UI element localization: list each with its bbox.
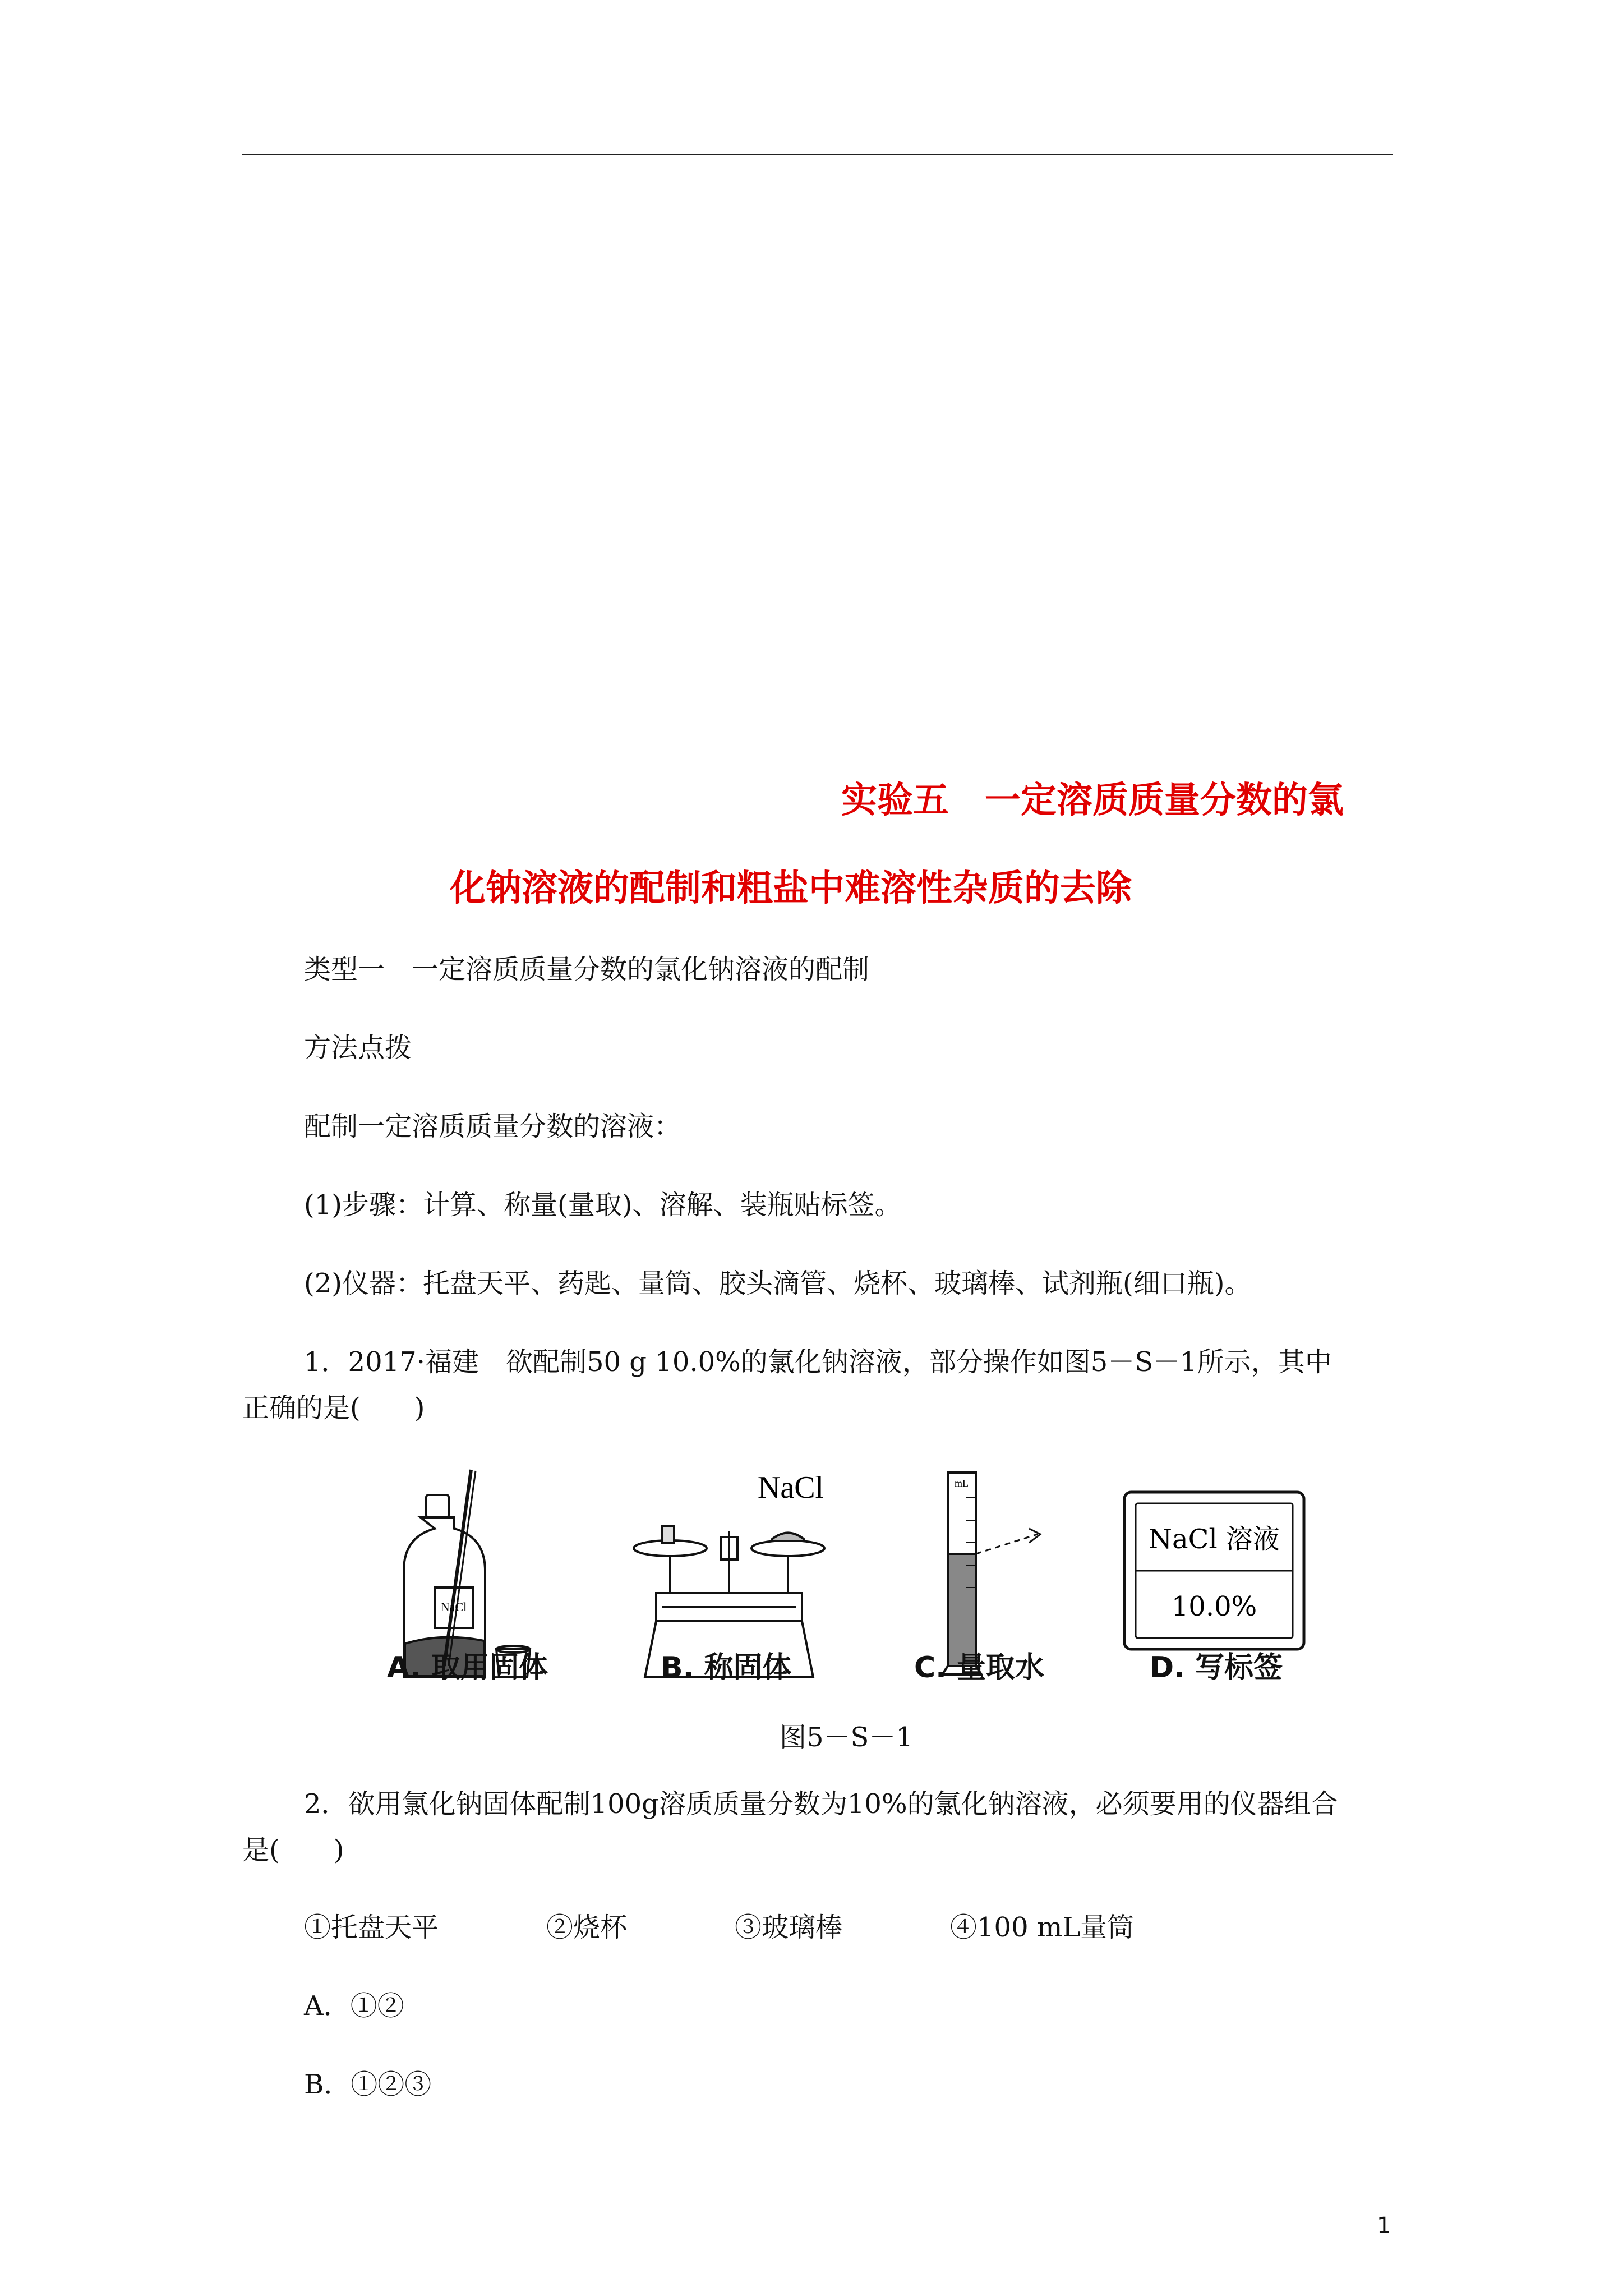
question-2-options: ①托盘天平 ②烧杯 ③玻璃棒 ④100 mL量筒 [304,1912,1135,1943]
question-1-line-2: 正确的是( ) [242,1392,425,1424]
title-line-1: 实验五 一定溶质质量分数的氯 [841,780,1344,821]
question-2-line-2: 是( ) [242,1834,344,1866]
balance-label: NaCl [757,1470,824,1505]
page-number: 1 [1377,2213,1391,2239]
caption-b: B. 称固体 [661,1651,792,1685]
caption-c: C. 量取水 [914,1651,1045,1685]
step-2: (2)仪器：托盘天平、药匙、量筒、胶头滴管、烧杯、玻璃棒、试剂瓶(细口瓶)。 [304,1268,1252,1299]
type-heading: 类型一 一定溶质质量分数的氯化钠溶液的配制 [304,954,870,985]
method-heading: 方法点拨 [304,1032,412,1064]
question-2-line-1: 2．欲用氯化钠固体配制100g溶质质量分数为10%的氯化钠溶液，必须要用的仪器组合 [304,1788,1338,1820]
step-1: (1)步骤：计算、称量(量取)、溶解、装瓶贴标签。 [304,1189,902,1221]
figure-label: 图5－S－1 [780,1722,913,1753]
caption-a: A. 取用固体 [387,1651,548,1685]
tag-line-2: 10.0% [1171,1591,1257,1622]
choice-b: B．①②③ [304,2069,432,2100]
choice-a: A．①② [304,1990,404,2022]
intro-text: 配制一定溶质质量分数的溶液： [304,1111,681,1142]
question-1-line-1: 1．2017·福建 欲配制50 g 10.0%的氯化钠溶液，部分操作如图5－S－1所示，其中 [304,1346,1332,1378]
caption-d: D. 写标签 [1150,1651,1283,1685]
tag-line-1: NaCl 溶液 [1149,1524,1280,1555]
bottle-label: NaCl [440,1600,467,1614]
header-rule [242,154,1393,155]
title-line-2: 化钠溶液的配制和粗盐中难溶性杂质的去除 [450,868,1132,909]
cylinder-unit: mL [955,1478,969,1489]
